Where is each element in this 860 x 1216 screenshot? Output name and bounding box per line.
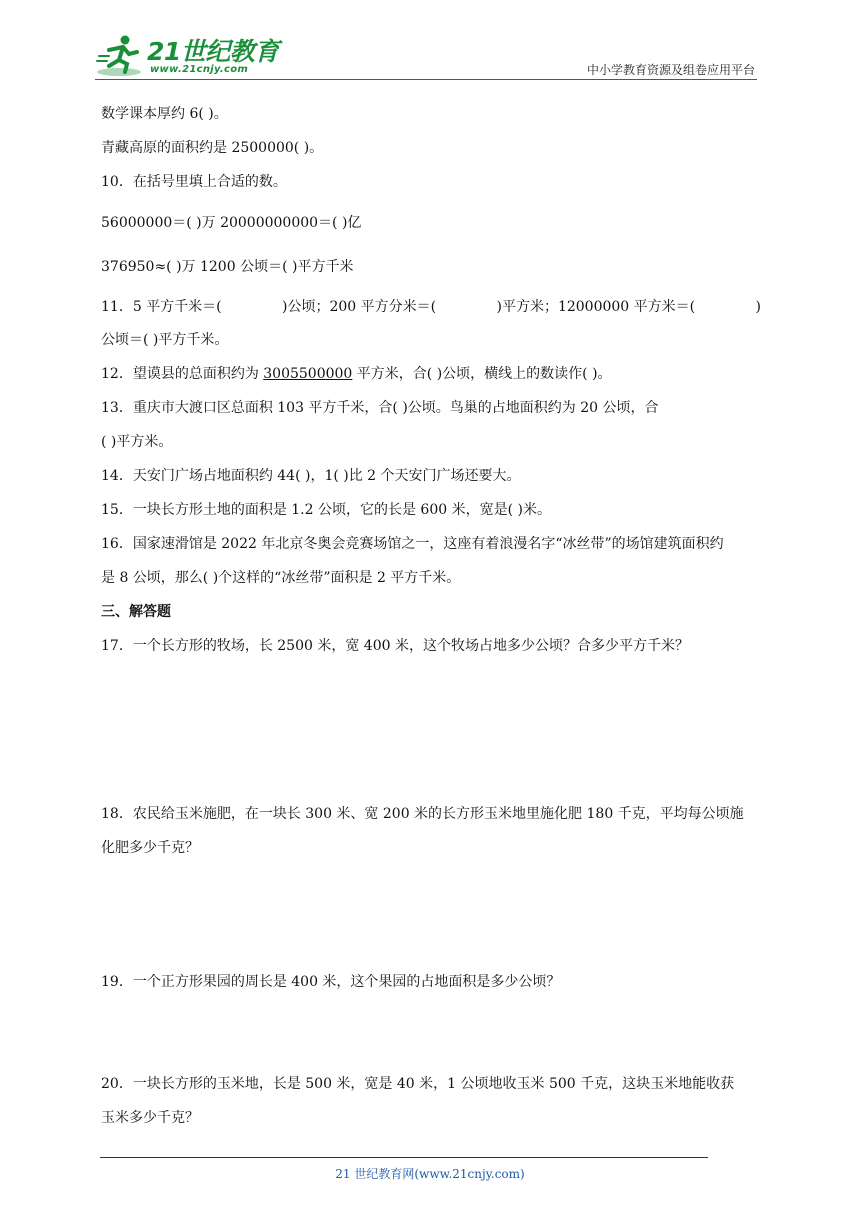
- q12-text: 平方米，合( )公顷，横线上的数读作( )。: [352, 366, 612, 382]
- section-3-heading: 三、解答题: [101, 604, 171, 620]
- runner-logo-icon: [95, 32, 145, 78]
- q11-part2: )公顷；200 平方分米＝(: [282, 299, 437, 315]
- footer-divider: [100, 1157, 708, 1158]
- question-20-row-b: 玉米多少千克？: [101, 1110, 199, 1126]
- question-16-row-a: 16．国家速滑馆是 2022 年北京冬奥会竞赛场馆之一，这座有着浪漫名字“冰丝带”的场馆建筑面积约: [101, 536, 724, 552]
- footer-link[interactable]: 21 世纪教育网(www.21cnjy.com): [335, 1167, 525, 1181]
- question-10-row-a: 56000000＝( )万 20000000000＝( )亿: [101, 215, 362, 231]
- question-18-row-b: 化肥多少千克？: [101, 840, 199, 856]
- question-11-row-a: [101, 297, 761, 317]
- question-15: 15．一块长方形土地的面积是 1.2 公顷，它的长是 600 米，宽是( )米。: [101, 502, 551, 518]
- q11-part4: ): [755, 299, 761, 315]
- question-10-row-b: 376950≈( )万 1200 公顷＝( )平方千米: [101, 259, 354, 275]
- q11-part1: 11．5 平方千米＝(: [101, 299, 222, 315]
- question-12: [101, 364, 612, 384]
- site-logo[interactable]: [95, 32, 279, 78]
- logo-text: 21世纪教育: [147, 37, 279, 66]
- q11-part3: )平方米；12000000 平方米＝(: [496, 299, 696, 315]
- text-line: 青藏高原的面积约是 2500000( )。: [101, 140, 324, 156]
- question-18-row-a: 18．农民给玉米施肥，在一块长 300 米、宽 200 米的长方形玉米地里施化肥 180 千克，平均每公顷施: [101, 806, 744, 822]
- q12-text: 12．望谟县的总面积约为: [101, 366, 264, 382]
- question-13-row-b: ( )平方米。: [101, 434, 173, 450]
- question-14: 14．天安门广场占地面积约 44( )，1( )比 2 个天安门广场还要大。: [101, 468, 521, 484]
- text-line: 数学课本厚约 6( )。: [101, 106, 228, 122]
- logo-url: www.21cnjy.com: [150, 64, 249, 75]
- q12-underlined-number: 3005500000: [263, 366, 353, 382]
- platform-name: 中小学教育资源及组卷应用平台: [586, 63, 755, 77]
- page-header: [0, 0, 860, 86]
- question-16-row-b: 是 8 公顷，那么( )个这样的“冰丝带”面积是 2 平方千米。: [101, 570, 461, 586]
- question-20-row-a: 20．一块长方形的玉米地，长是 500 米，宽是 40 米，1 公顷地收玉米 500 千克，这块玉米地能收获: [101, 1076, 735, 1092]
- question-10: 10．在括号里填上合适的数。: [101, 174, 287, 190]
- question-11-row-b: 公顷＝( )平方千米。: [101, 332, 229, 348]
- question-19: 19．一个正方形果园的周长是 400 米，这个果园的占地面积是多少公顷？: [101, 974, 561, 990]
- question-13-row-a: 13．重庆市大渡口区总面积 103 平方千米，合( )公顷。鸟巢的占地面积约为 20 公顷，合: [101, 400, 659, 416]
- header-divider: [95, 79, 757, 80]
- question-17: 17．一个长方形的牧场，长 2500 米，宽 400 米，这个牧场占地多少公顷？合多少平方千米？: [101, 638, 689, 654]
